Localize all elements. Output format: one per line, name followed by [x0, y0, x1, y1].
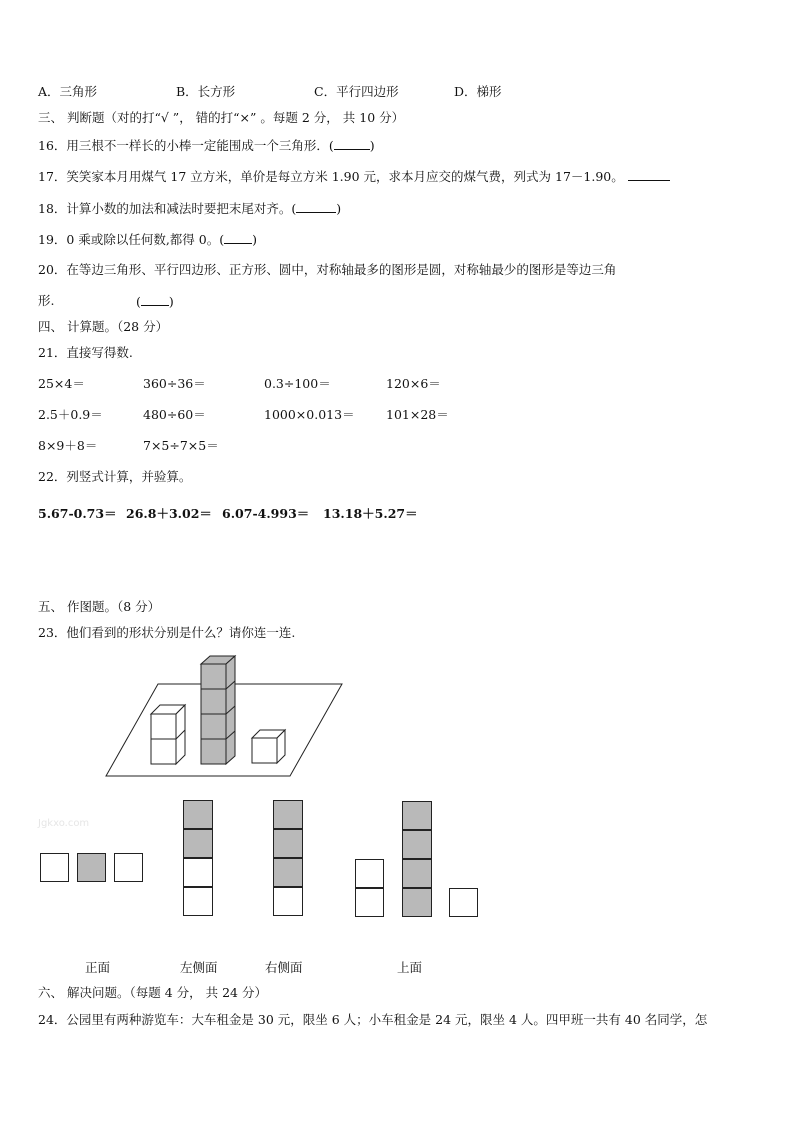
question-21-title: 21．直接写得数. — [38, 345, 133, 360]
calc-item: 1000×0.013＝ — [264, 407, 355, 422]
single-cube — [252, 730, 285, 763]
calc-item: 101×28＝ — [386, 407, 449, 422]
square — [355, 859, 384, 888]
label-front[interactable]: 正面 — [85, 960, 111, 975]
square — [355, 888, 384, 917]
question-16-text: 16．用三根不一样长的小棒一定能围成一个三角形．( — [38, 138, 334, 153]
shaded-square — [273, 829, 303, 858]
paren-open: ( — [136, 294, 141, 309]
left-cube-stack — [151, 705, 185, 764]
calc-item: 25×4＝ — [38, 376, 85, 391]
section-6-title: 六、 解决问题。（每题 4 分， 共 24 分） — [38, 985, 267, 1000]
paren-close: ) — [336, 201, 342, 216]
section-3-title: 三、 判断题（对的打“√ ”， 错的打“×” 。每题 2 分， 共 10 分） — [38, 110, 405, 125]
question-22-title: 22．列竖式计算，并验算。 — [38, 469, 192, 484]
square — [449, 888, 478, 917]
vertical-calc-item: 13.18＋5.27＝ — [323, 506, 418, 521]
shaded-square — [402, 801, 432, 830]
label-right-side[interactable]: 右侧面 — [265, 960, 303, 975]
question-17-text: 17．笑笑家本月用煤气 17 立方米，单价是每立方米 1.90 元，求本月应交的煤气费，列式为 17－1.90。 — [38, 169, 624, 184]
shaded-square — [183, 800, 213, 829]
vertical-calc-item: 6.07-4.993＝ — [222, 506, 310, 521]
paren-close: ) — [252, 232, 257, 247]
section-4-title: 四、 计算题。（28 分） — [38, 319, 169, 334]
question-19-text: 19．0 乘或除以任何数,都得 0。( — [38, 232, 225, 247]
section-5-title: 五、 作图题。（8 分） — [38, 599, 161, 614]
choice-d: D．梯形 — [454, 84, 502, 99]
vertical-calc-item: 5.67-0.73＝ — [38, 506, 117, 521]
shaded-square — [402, 888, 432, 917]
calc-item: 8×9＋8＝ — [38, 438, 98, 453]
square — [114, 853, 143, 882]
label-top[interactable]: 上面 — [397, 960, 423, 975]
square — [183, 858, 213, 887]
tall-cube-stack — [201, 656, 235, 764]
vertical-calc-item: 26.8＋3.02＝ — [126, 506, 212, 521]
shaded-square — [183, 829, 213, 858]
question-20-line-2: 形. — [38, 293, 55, 308]
calc-item: 480÷60＝ — [143, 407, 206, 422]
calc-item: 120×6＝ — [386, 376, 441, 391]
calc-item: 0.3÷100＝ — [264, 376, 331, 391]
shaded-square — [273, 800, 303, 829]
calc-item: 7×5÷7×5＝ — [143, 438, 219, 453]
watermark: Jgkxo.com — [38, 818, 90, 829]
question-23-title: 23．他们看到的形状分别是什么？请你连一连. — [38, 625, 296, 640]
square — [183, 887, 213, 916]
calc-item: 360÷36＝ — [143, 376, 206, 391]
square — [40, 853, 69, 882]
choice-c: C．平行四边形 — [314, 84, 399, 99]
shaded-square — [273, 858, 303, 887]
paren-close: ) — [369, 138, 375, 153]
shaded-square — [402, 830, 432, 859]
question-24-text: 24．公园里有两种游览车：大车租金是 30 元，限坐 6 人；小车租金是 24 元，限坐 4 人。四甲班一共有 40 名同学，怎 — [38, 1012, 708, 1027]
choice-a: A．三角形 — [38, 84, 98, 99]
shaded-square — [77, 853, 106, 882]
choice-b: B．长方形 — [176, 84, 236, 99]
question-20-line-1: 20．在等边三角形、平行四边形、正方形、圆中，对称轴最多的图形是圆，对称轴最少的图形是等边三角 — [38, 262, 617, 277]
shaded-square — [402, 859, 432, 888]
calc-item: 2.5＋0.9＝ — [38, 407, 103, 422]
paren-close: ) — [168, 294, 174, 309]
label-left-side[interactable]: 左侧面 — [180, 960, 218, 975]
square — [273, 887, 303, 916]
question-18-text: 18．计算小数的加法和减法时要把末尾对齐。( — [38, 201, 297, 216]
